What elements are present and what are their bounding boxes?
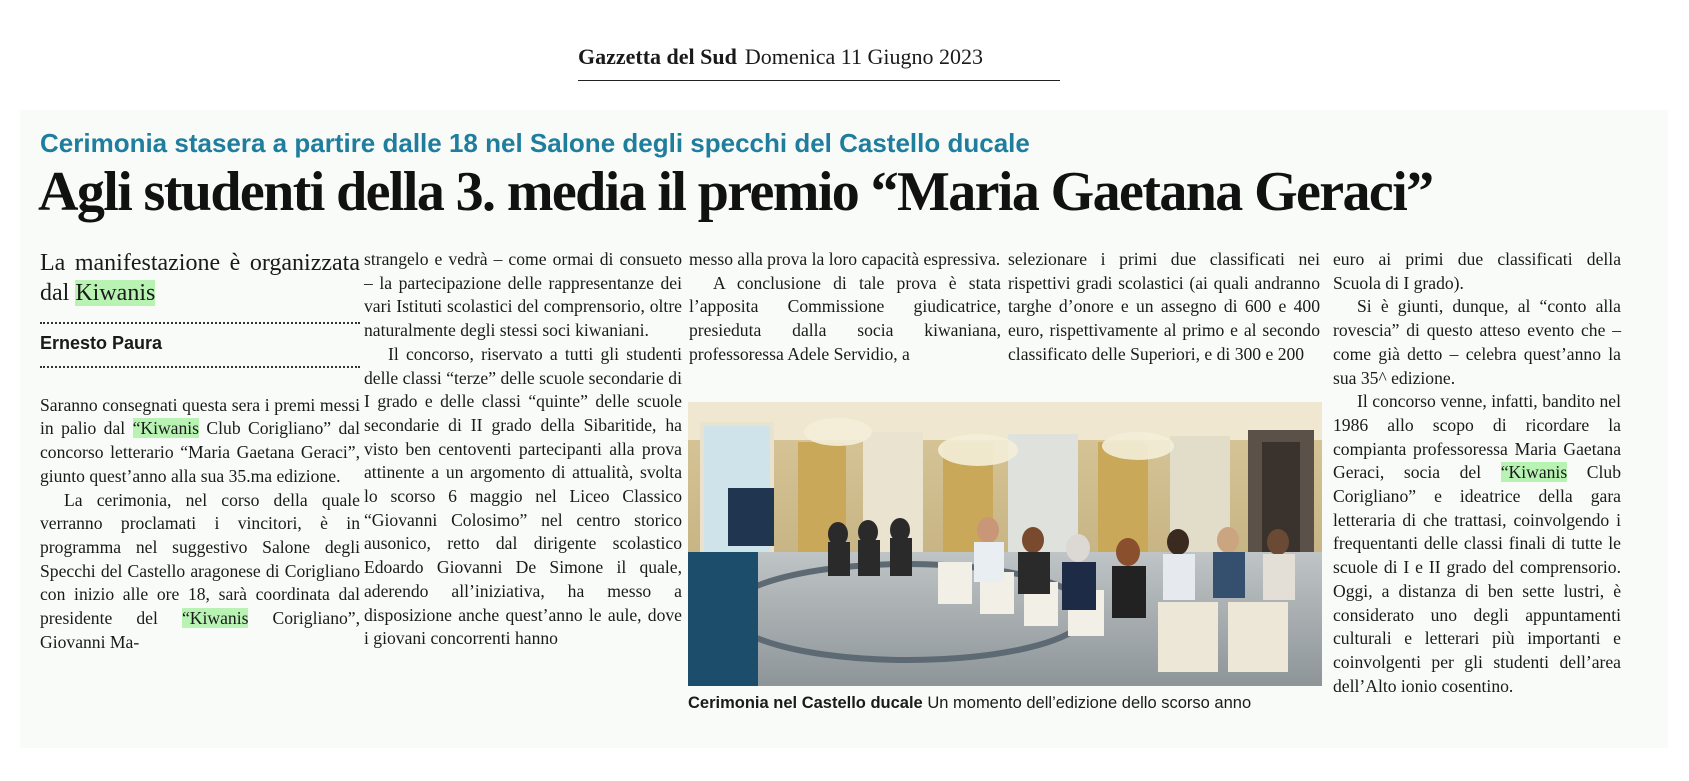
article-clipping [20,110,1668,748]
paragraph [1333,390,1621,698]
dotted-rule [40,366,360,368]
paragraph: A conclusione di tale prova è stata l’apposita Commissione giudicatrice, presieduta dalla socia kiwaniana, professoressa Adele Servidio, a [689,272,1001,364]
photo-caption [688,694,1328,713]
caption-text: Un momento dell’edizione dello scorso anno [927,694,1252,712]
paragraph: selezionare i primi due classificati nei rispettivi gradi scolastici (ai quali andranno targhe d’onore e un assegno di 600 e 400 euro, rispettivamente al primo e al secondo classificato delle Superiori, e di 300 e 200 [1008,249,1320,364]
newspaper-name: Gazzetta del Sud [578,44,737,69]
paragraph: Il concorso, riservato a tutti gli studenti delle classi “terze” delle scuole secondarie di I grado e delle classi “quinte” delle scuole secondarie di II grado della Sibaritide, ha visto ben centoventi partecipanti alla prova attinente a un argomento di attualità, svolta lo scorso 6 maggio nel Liceo Classico “Giovanni Colosimo” nel centro storico ausonico, retto dal dirigente scolastico Edoardo Giovanni De Simone il quale, aderendo all’iniziativa, ha messo a disposizione anche quest’anno le aule, dove i giovani concorrenti hanno [364,343,682,649]
column-1 [40,248,360,654]
ceremony-photo [688,402,1322,686]
paragraph: Si è giunti, dunque, al “conto alla rovescia” di questo atteso evento che – come già detto – celebra quest’anno la sua 35^ edizione. [1333,296,1621,388]
text: Club Corigliano” dal concorso letterario “Maria Gaetana Geraci”, giunto quest’anno alla sua 35.ma edizione. [40,418,360,486]
highlighted-kiwanis: “Kiwanis [132,418,200,439]
highlighted-kiwanis: Kiwanis [75,280,156,306]
paragraph: messo alla prova la loro capacità espressiva. [689,249,1001,269]
column-5 [1333,248,1621,698]
byline: Ernesto Paura [40,333,163,353]
headline: Agli studenti della 3. media il premio “Maria Gaetana Geraci” [38,161,1433,223]
dotted-rule [40,322,360,324]
issue-date: Domenica 11 Giugno 2023 [744,44,983,69]
summary [40,248,360,308]
text: Saranno consegnati questa sera i premi messi in palio dal [40,394,360,439]
paragraph [40,394,360,489]
text: La cerimonia, nel corso della quale verranno proclamati i vincitori, è in programma nel suggestivo Salone degli Specchi del Castello aragonese di Corigliano con inizio alle ore 18, sarà coordinata dal presidente del [40,489,360,629]
paragraph: euro ai primi due classificati della Scuola di I grado). [1333,249,1621,293]
highlighted-kiwanis: “Kiwanis [1500,462,1568,483]
caption-title: Cerimonia nel Castello ducale [688,694,923,712]
paragraph: strangelo e vedrà – come ormai di consueto – la partecipazione delle rappresentanze dei vari Istituti scolastici del comprensorio, oltre naturalmente degli stessi soci kiwaniani. [364,249,682,341]
column-4 [1008,248,1320,367]
column-2 [364,248,682,651]
text: Il concorso venne, infatti, bandito nel 1986 allo scopo di ricordare la compianta professoressa Maria Gaetana Geraci, socia del [1333,391,1621,483]
paragraph [40,489,360,655]
kicker: Cerimonia stasera a partire dalle 18 nel Salone degli specchi del Castello ducale [40,128,1030,158]
ceremony-hall-image [688,402,1322,686]
masthead [578,44,1060,81]
text: Corigliano”, Giovanni Ma- [40,608,360,652]
summary-text: La manifestazione è organizzata dal [40,250,360,306]
text: Club Corigliano” e ideatrice della gara letteraria di che trattasi, coinvolgendo i frequentanti delle classi finali di tutte le scuole di I e II grado del comprensorio. Oggi, a distanza di ben sette lustri, è considerato uno degli appuntamenti culturali e letterari più importanti e coinvolgenti per gli studenti dell’area dell’Alto ionio cosentino. [1333,462,1621,696]
column-3 [689,248,1001,367]
highlighted-kiwanis: “Kiwanis [181,608,249,629]
